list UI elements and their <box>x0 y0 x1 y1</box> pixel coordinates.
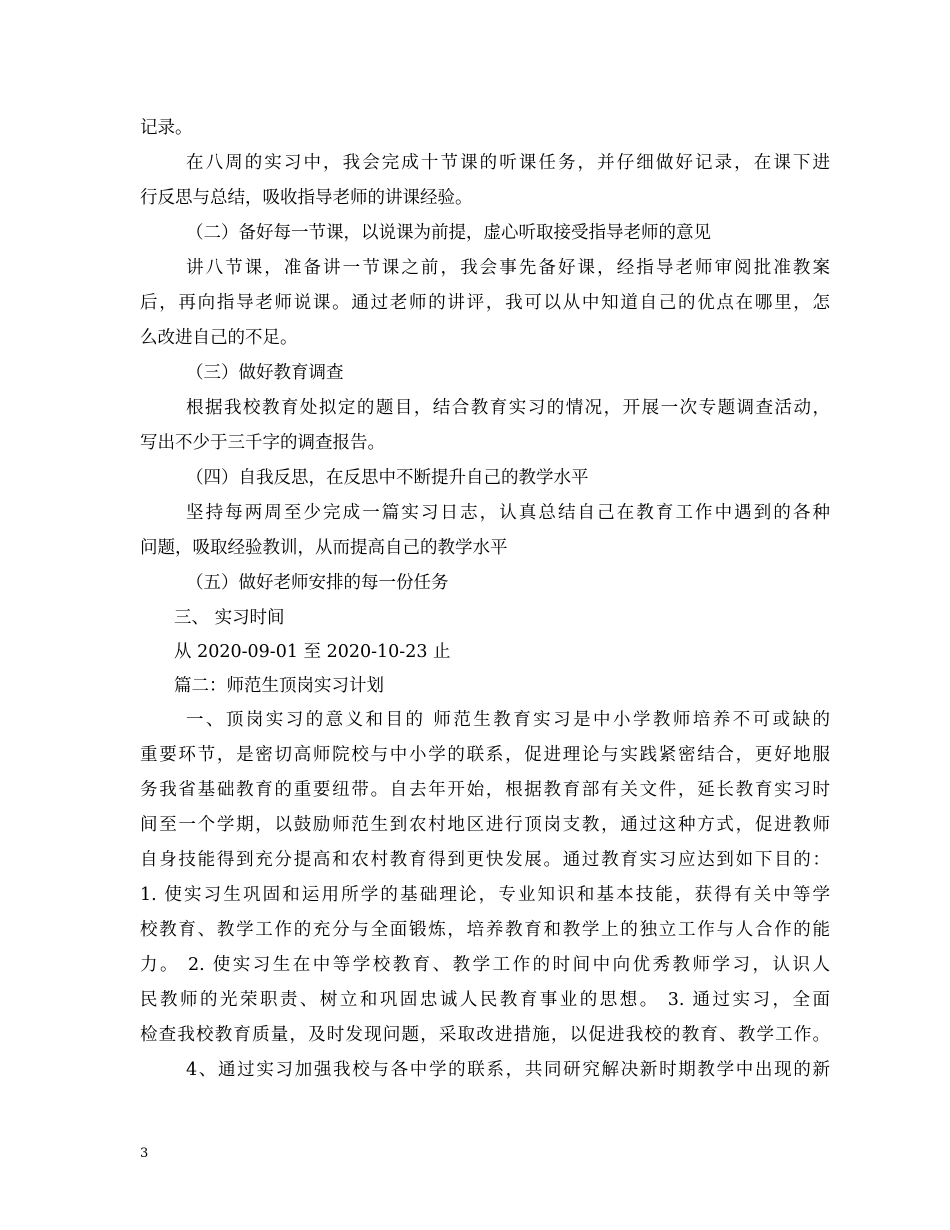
section-heading: （二）备好每一节课，以说课为前提，虚心听取接受指导老师的意见 <box>186 223 711 243</box>
text-line: 民教师的光荣职责、树立和巩固忠诚人民教育事业的思想。 3. 通过实习，全面 <box>140 990 830 1010</box>
text-line: 问题，吸取经验教训，从而提高自己的教学水平 <box>140 538 508 558</box>
text-line: 重要环节，是密切高师院校与中小学的联系，促进理论与实践紧密结合，更好地服 <box>140 745 830 765</box>
text-line: 力。 2. 使实习生在中等学校教育、教学工作的时间中向优秀教师学习，认识人 <box>140 955 830 975</box>
section-heading: （四）自我反思，在反思中不断提升自己的教学水平 <box>186 468 589 488</box>
text-line: 根据我校教育处拟定的题目，结合教育实习的情况，开展一次专题调查活动， <box>186 398 830 418</box>
text-line: 4、通过实习加强我校与各中学的联系，共同研究解决新时期教学中出现的新 <box>186 1060 830 1080</box>
section-heading: （三）做好教育调查 <box>186 363 344 383</box>
text-line: 从 2020-09-01 至 2020-10-23 止 <box>174 642 451 662</box>
text-line: 后，再向指导老师说课。通过老师的讲评，我可以从中知道自己的优点在哪里，怎 <box>140 293 830 313</box>
page-number: 3 <box>140 1146 149 1161</box>
text-line: 在八周的实习中，我会完成十节课的听课任务，并仔细做好记录，在课下进 <box>186 153 830 173</box>
text-line: 间至一个学期，以鼓励师范生到农村地区进行顶岗支教，通过这种方式，促进教师 <box>140 815 830 835</box>
text-line: 行反思与总结，吸收指导老师的讲课经验。 <box>140 188 473 208</box>
text-line: 坚持每两周至少完成一篇实习日志，认真总结自己在教育工作中遇到的各种 <box>186 503 830 523</box>
text-line: 记录。 <box>140 118 193 138</box>
text-line: 务我省基础教育的重要纽带。自去年开始，根据教育部有关文件，延长教育实习时 <box>140 780 830 800</box>
text-line: 检查我校教育质量，及时发现问题，采取改进措施，以促进我校的教育、教学工作。 <box>140 1025 830 1045</box>
text-line: 么改进自己的不足。 <box>140 328 298 348</box>
text-line: 写出不少于三千字的调查报告。 <box>140 433 385 453</box>
text-line: 1. 使实习生巩固和运用所学的基础理论，专业知识和基本技能，获得有关中等学 <box>140 885 830 905</box>
text-line: 一、顶岗实习的意义和目的 师范生教育实习是中小学教师培养不可或缺的 <box>186 710 830 730</box>
text-line: 讲八节课，准备讲一节课之前，我会事先备好课，经指导老师审阅批准教案 <box>186 258 830 278</box>
chapter-heading: 篇二：师范生顶岗实习计划 <box>174 676 384 696</box>
section-heading: （五）做好老师安排的每一份任务 <box>186 573 449 593</box>
text-line: 自身技能得到充分提高和农村教育得到更快发展。通过教育实习应达到如下目的： <box>140 850 830 870</box>
section-heading: 三、 实习时间 <box>174 608 285 628</box>
text-line: 校教育、教学工作的充分与全面锻炼，培养教育和教学上的独立工作与人合作的能 <box>140 920 830 940</box>
